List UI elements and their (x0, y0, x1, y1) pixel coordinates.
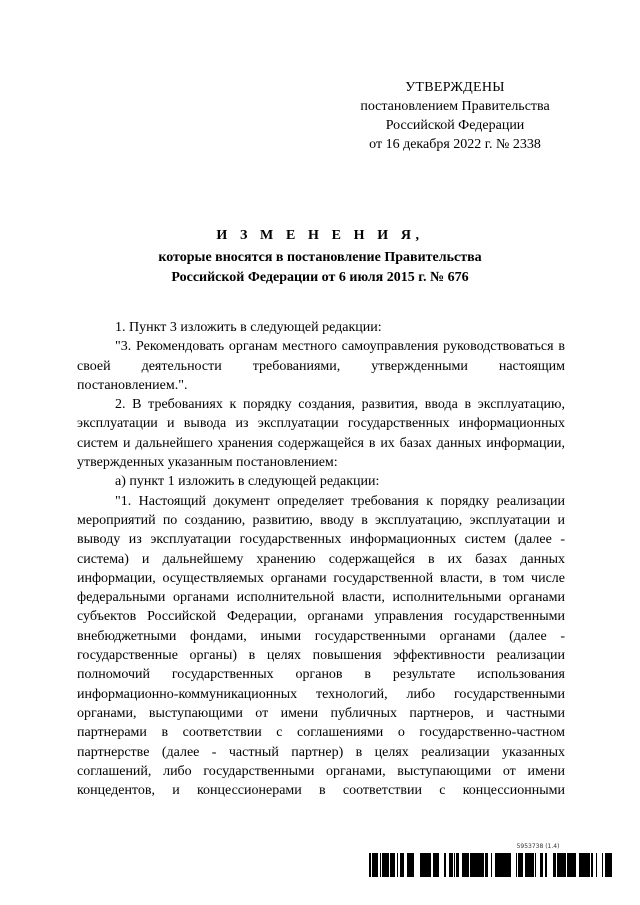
paragraph-5: "1. Настоящий документ определяет требования к порядку реализации мероприятий по созданию, развитию, вводу в эксплуатацию, эксплуатации и выводу из эксплуатации государственных информационных систем (далее - система) и дальнейшему хранению содержащейся в их базах данных информации, осуществляемых органами государственной власти, в том числе федеральными органами исполнительной власти, исполнительными органами субъектов Российской Федерации, органами управления государственными внебюджетными фондами, иными государственными органами (далее - государственные органы) в целях повышения эффективности реализации полномочий государственных органов в результате использования информационно-коммуникационных технологий, либо государственными органами, выступающими от имени публичных партнеров, и частными партнерами в соответствии с соглашениями о государственно-частном партнерстве (далее - частный партнер) в целях реализации указанных соглашений, либо государственными органами, выступающими от имени концедентов, и концессионерами в соответствии с концессионными (77, 493, 565, 799)
barcode-bar (456, 853, 457, 877)
barcode-bar (468, 853, 469, 877)
barcode-bar (384, 853, 386, 877)
barcode-bar (611, 853, 612, 877)
barcode-bar (602, 853, 603, 877)
barcode-bar (535, 853, 536, 877)
barcode-bar (449, 853, 450, 877)
barcode-bar (391, 853, 393, 877)
barcode-bar (501, 853, 504, 877)
barcode-bar (478, 853, 481, 877)
barcode-bar (407, 853, 408, 877)
paragraph-3: 2. В требованиях к порядку создания, развития, ввода в эксплуатацию, эксплуатации и вывода из эксплуатации государственных информационных систем и дальнейшего хранения содержащейся в их базах данных информации, утвержденных указанным постановлением: (77, 397, 565, 471)
barcode-bar (508, 853, 510, 877)
barcode-bar (485, 853, 488, 877)
barcode-bar (572, 853, 574, 877)
barcode-bar (574, 853, 575, 877)
barcode-bar (435, 853, 438, 877)
barcode-bar (520, 853, 521, 877)
barcode-bar (562, 853, 565, 877)
barcode-bar (380, 853, 381, 877)
barcode-bar (451, 853, 452, 877)
barcode-bar (559, 853, 562, 877)
barcode-bar (510, 853, 511, 877)
barcode-bar (470, 853, 471, 877)
barcode-bar (374, 853, 377, 877)
document-subtitle-line-1: которые вносятся в постановление Правительства (158, 250, 482, 265)
barcode-bar (372, 853, 374, 877)
barcode-bar (497, 853, 500, 877)
barcode-bar (450, 853, 451, 877)
barcode-bar (583, 853, 585, 877)
barcode-bar (557, 853, 559, 877)
barcode-bar (422, 853, 423, 877)
barcode-bar (581, 853, 582, 877)
approval-line-2: Российской Федерации (385, 118, 525, 133)
barcode-bar (481, 853, 484, 877)
document-title: И З М Е Н Е Н И Я, (216, 228, 424, 243)
barcode-bar (403, 853, 404, 877)
barcode-bar (402, 853, 403, 877)
barcode-bar (565, 853, 566, 877)
barcode-bar (420, 853, 422, 877)
barcode-bar (411, 853, 412, 877)
barcode-bar (516, 853, 517, 877)
barcode-icon (368, 853, 612, 877)
barcode-bar (409, 853, 411, 877)
paragraph-2: "3. Рекомендовать органам местного самоуправления руководствоваться в своей деятельности требованиями, утвержденными настоящим постановлением.". (77, 339, 565, 393)
barcode-bar (518, 853, 520, 877)
barcode-bar (408, 853, 409, 877)
barcode-bar (542, 853, 543, 877)
barcode-bar (608, 853, 611, 877)
barcode-bar (423, 853, 424, 877)
barcode-bar (370, 853, 371, 877)
barcode-bar (500, 853, 501, 877)
barcode-bar (532, 853, 534, 877)
barcode-bar (591, 853, 592, 877)
barcode-bar (465, 853, 466, 877)
barcode-bar (462, 853, 465, 877)
barcode-bar (452, 853, 453, 877)
approval-line-1: постановлением Правительства (360, 99, 550, 114)
barcode-bar (433, 853, 435, 877)
barcode-bar (400, 853, 402, 877)
barcode-bar (605, 853, 606, 877)
barcode-bar (424, 853, 427, 877)
barcode-bar (528, 853, 529, 877)
barcode-bar (596, 853, 597, 877)
barcode-bar (444, 853, 445, 877)
barcode-bar (570, 853, 572, 877)
barcode-bar (393, 853, 395, 877)
barcode-bar (412, 853, 414, 877)
barcode-bar (438, 853, 439, 877)
barcode-bar (445, 853, 446, 877)
barcode-bar (377, 853, 378, 877)
document-body (77, 318, 565, 800)
barcode-bar (454, 853, 455, 877)
barcode-bar (506, 853, 508, 877)
barcode-bar (475, 853, 478, 877)
barcode-bar (522, 853, 523, 877)
approval-stamp (300, 78, 610, 154)
barcode-bar (575, 853, 576, 877)
barcode-bar (606, 853, 608, 877)
barcode-bar (546, 853, 547, 877)
barcode-bar (474, 853, 475, 877)
barcode-bar (458, 853, 459, 877)
paragraph-4: а) пункт 1 изложить в следующей редакции: (115, 474, 380, 490)
barcode-bar (466, 853, 468, 877)
barcode-bar (457, 853, 458, 877)
barcode-bar (585, 853, 588, 877)
barcode-bar (386, 853, 389, 877)
barcode-bar (504, 853, 506, 877)
barcode-bar (427, 853, 429, 877)
barcode-bar (521, 853, 522, 877)
paragraph-1: 1. Пункт 3 изложить в следующей редакции: (115, 320, 382, 335)
document-title-block (60, 226, 580, 288)
barcode-bar (382, 853, 384, 877)
barcode-bar (553, 853, 556, 877)
barcode-bar (582, 853, 583, 877)
approval-heading: УТВЕРЖДЕНЫ (405, 80, 505, 95)
barcode-bar (529, 853, 532, 877)
barcode-bar (527, 853, 528, 877)
barcode-bar (429, 853, 431, 877)
barcode-bar (579, 853, 581, 877)
barcode-bar (471, 853, 474, 877)
barcode-bar (545, 853, 546, 877)
document-subtitle-line-2: Российской Федерации от 6 июля 2015 г. № 676 (171, 270, 469, 285)
document-code: 5953738 (1.4) (516, 843, 560, 850)
barcode-bar (540, 853, 542, 877)
approval-line-3: от 16 декабря 2022 г. № 2338 (369, 137, 541, 152)
barcode-bar (567, 853, 570, 877)
barcode-bar (525, 853, 527, 877)
barcode-bar (588, 853, 589, 877)
barcode-bar (491, 853, 492, 877)
barcode-bar (592, 853, 593, 877)
barcode-bar (390, 853, 391, 877)
barcode-bar (495, 853, 497, 877)
barcode-bar (397, 853, 398, 877)
barcode-bar (369, 853, 370, 877)
barcode-bar (589, 853, 590, 877)
